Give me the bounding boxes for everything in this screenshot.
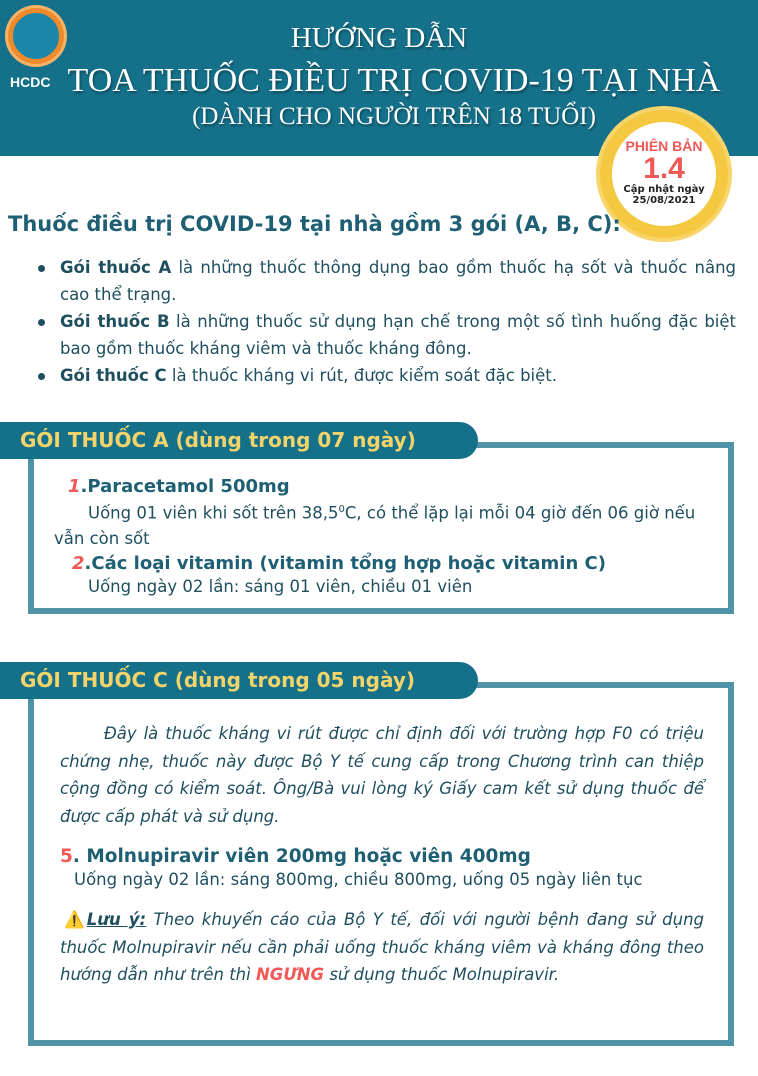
item-number: 1 xyxy=(68,476,81,497)
dose-text: Uống 01 viên khi sốt trên 38,5 xyxy=(88,503,339,523)
item-5-title xyxy=(60,846,704,867)
title-line-3: (DÀNH CHO NGƯỜI TRÊN 18 TUỔI) xyxy=(192,103,596,130)
badge-date: 25/08/2021 xyxy=(632,195,696,206)
pack-a-box xyxy=(28,442,734,614)
list-item xyxy=(36,362,736,389)
item-name: .Paracetamol 500mg xyxy=(80,476,290,497)
dose-text: C, có thể lặp lại mỗi 04 giờ đến 06 giờ nếu vẫn còn sốt xyxy=(54,503,696,548)
item-1-dose xyxy=(54,497,718,551)
warning-icon: ⚠️ xyxy=(64,910,87,929)
item-name: . Molnupiravir viên 200mg hoặc viên 400mg xyxy=(72,846,531,867)
pack-c-title: GÓI THUỐC C (dùng trong 05 ngày) xyxy=(0,662,478,699)
pack-name: Gói thuốc A xyxy=(60,258,172,277)
degree-sup: 0 xyxy=(338,504,345,515)
pack-c-box xyxy=(28,682,734,1046)
note-label: Lưu ý: xyxy=(86,910,147,929)
item-2-title xyxy=(72,553,718,574)
pack-c-description: Đây là thuốc kháng vi rút được chỉ định đối với trường hợp F0 có triệu chứng nhẹ, thuốc này được Bộ Y tế cung cấp trong Chương trình can thiệp cộng đồng có kiểm soát. Ông/Bà vui lòng ký Giấy cam kết sử dụng thuốc để được cấp phát và sử dụng. xyxy=(60,724,704,826)
title-line-1: HƯỚNG DẪN xyxy=(290,22,468,54)
item-1-title xyxy=(68,476,718,497)
logo-text: HCDC xyxy=(10,74,51,90)
item-5-dose: Uống ngày 02 lần: sáng 800mg, chiều 800mg, uống 05 ngày liên tục xyxy=(74,870,643,889)
pack-a-title: GÓI THUỐC A (dùng trong 07 ngày) xyxy=(0,422,478,459)
item-2-dose: Uống ngày 02 lần: sáng 01 viên, chiều 01 viên xyxy=(88,576,473,596)
stop-word: NGƯNG xyxy=(255,965,325,984)
pack-name: Gói thuốc B xyxy=(60,312,170,331)
intro-heading: Thuốc điều trị COVID-19 tại nhà gồm 3 gói (A, B, C): xyxy=(8,212,621,236)
list-item xyxy=(36,254,736,308)
badge-version: 1.4 xyxy=(643,152,685,185)
item-number: 5 xyxy=(60,846,73,867)
title-line-2: TOA THUỐC ĐIỀU TRỊ COVID-19 TẠI NHÀ xyxy=(67,62,721,99)
list-item xyxy=(36,308,736,362)
item-name: .Các loại vitamin (vitamin tổng hợp hoặc vitamin C) xyxy=(84,552,606,574)
badge-label: PHIÊN BẢN xyxy=(625,138,703,154)
badge-updated-label: Cập nhật ngày xyxy=(623,184,705,195)
pack-desc: là những thuốc thông dụng bao gồm thuốc hạ sốt và thuốc nâng cao thể trạng. xyxy=(60,258,737,304)
pack-name: Gói thuốc C xyxy=(60,366,167,385)
note-text: sử dụng thuốc Molnupiravir. xyxy=(324,965,560,984)
pack-desc: là thuốc kháng vi rút, được kiểm soát đặc biệt. xyxy=(166,366,558,385)
pack-list xyxy=(36,254,736,389)
note xyxy=(60,906,704,989)
pack-desc: là những thuốc sử dụng hạn chế trong một số tình huống đặc biệt bao gồm thuốc kháng viêm và thuốc kháng đông. xyxy=(60,312,736,358)
note-text: Theo khuyến cáo của Bộ Y tế, đối với người bệnh đang sử dụng thuốc Molnupiravir nếu cần phải uống thuốc kháng viêm và kháng đông theo hướng dẫn như trên thì xyxy=(60,910,705,984)
item-number: 2 xyxy=(72,552,85,574)
